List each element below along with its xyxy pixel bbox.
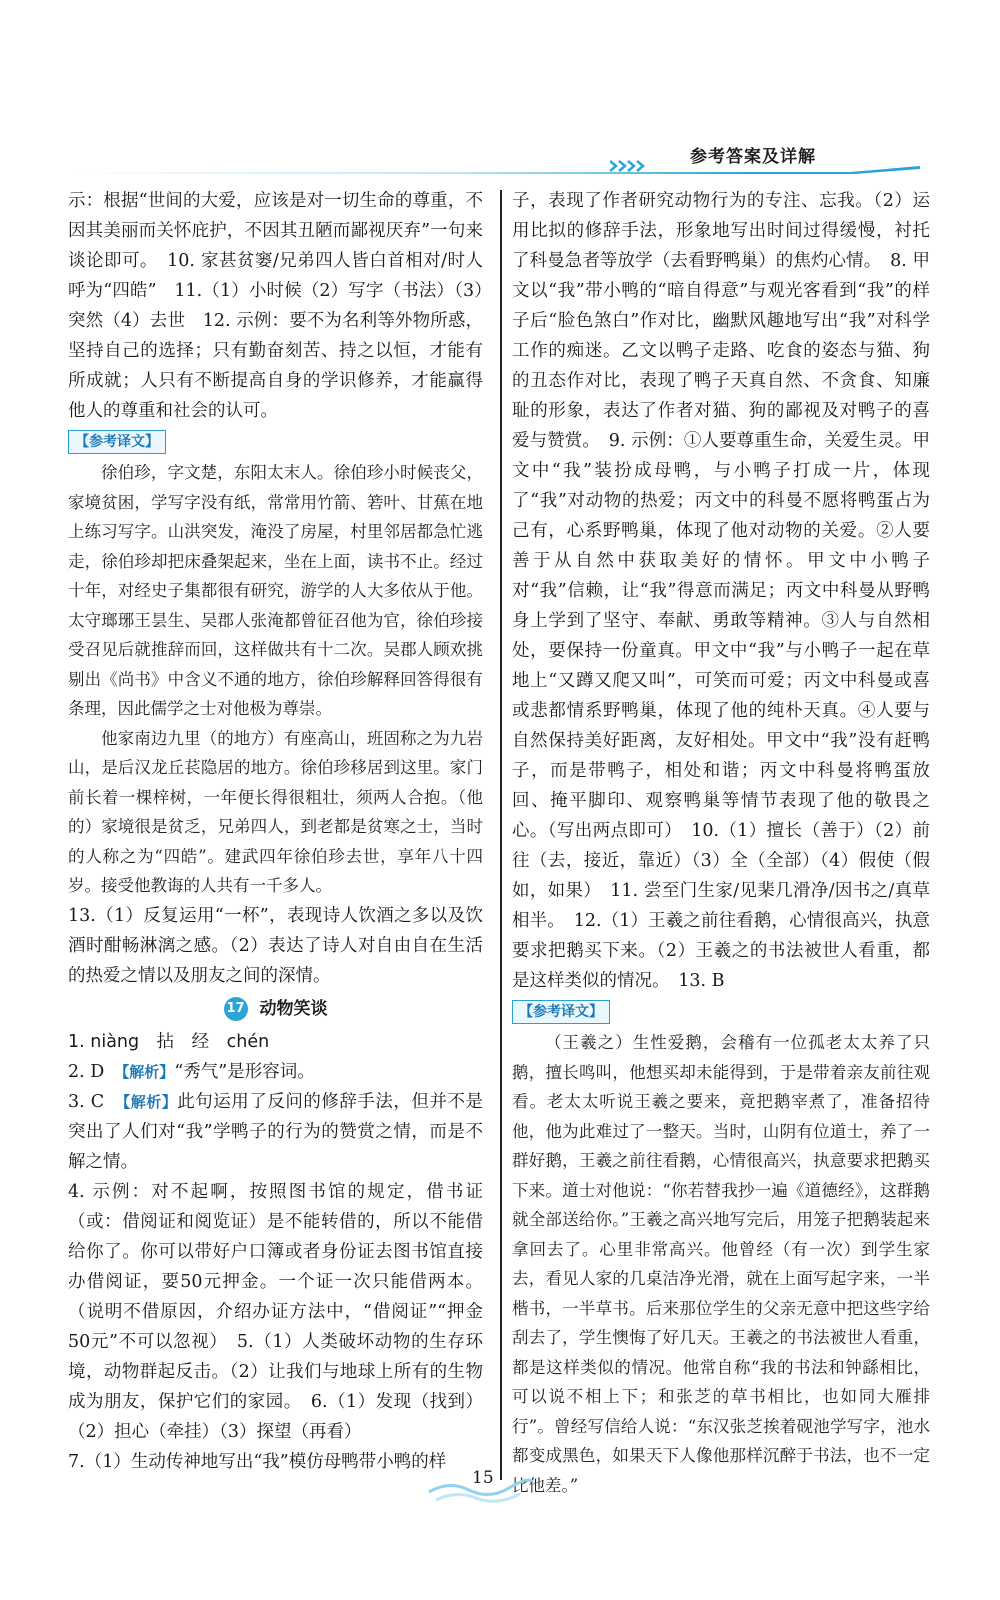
reference-translation-tag: 【参考译文】 bbox=[68, 430, 166, 454]
reference-translation-tag: 【参考译文】 bbox=[512, 1000, 610, 1024]
section-title: 动物笑谈 bbox=[259, 998, 328, 1019]
translation-paragraph-2: 他家南边九里（的地方）有座高山，班固称之为九岩山，是后汉龙丘苌隐居的地方。徐伯珍移居到这里。家门前长着一棵梓树，一年便长得很粗壮，须两人合抱。（他的）家境很是贫乏，兄弟四人，到老都是贫寒之士，当时的人称之为“四皓”。建武四年徐伯珍去世，享年八十四岁。接受他教诲的人共有一千多人。 bbox=[68, 728, 483, 895]
page-number-ornament bbox=[424, 1462, 534, 1510]
answer-3 bbox=[68, 1087, 483, 1177]
answer-3-choice: 3. C bbox=[68, 1091, 123, 1112]
analysis-tag: 【解析】 bbox=[121, 1062, 175, 1081]
answer-7-start: 7.（1）生动传神地写出“我”模仿母鸭带小鸭的样 bbox=[68, 1451, 447, 1472]
left-column bbox=[68, 186, 483, 1477]
section-heading bbox=[68, 994, 483, 1024]
header-decorative-bar bbox=[70, 166, 920, 174]
answer-2 bbox=[68, 1057, 483, 1087]
answer-2-choice: 2. D bbox=[68, 1061, 122, 1082]
page-header-title: 参考答案及详解 bbox=[690, 147, 816, 167]
right-column bbox=[512, 186, 930, 1500]
section-number-badge: 17 bbox=[224, 997, 248, 1021]
analysis-tag: 【解析】 bbox=[122, 1092, 178, 1111]
answer-2-analysis: “秀气”是形容词。 bbox=[174, 1061, 315, 1082]
translation-paragraph-1: 徐伯珍，字文楚，东阳太末人。徐伯珍小时候丧父，家境贫困，学写字没有纸，常常用竹箭、箬叶、甘蕉在地上练习写字。山洪突发，淹没了房屋，村里邻居都急忙逃走，徐伯珍却把床叠架起来，坐在上面，读书不止。经过十年，对经史子集都很有研究，游学的人大多依从于他。太守瑯琊王昙生、吴郡人张淹都曾征召他为官，徐伯珍接受召见后就推辞而回，这样做共有十二次。吴郡人顾欢挑剔出《尚书》中含义不通的地方，徐伯珍解释回答得很有条理，因此儒学之士对他极为尊崇。 bbox=[68, 463, 483, 718]
answer-block-10-12: 示：根据“世间的大爱，应该是对一切生命的尊重，不因其美丽而关怀庇护，不因其丑陋而鄙视厌弃”一句来谈论即可。 10. 家甚贫窭/兄弟四人皆白首相对/时人呼为“四皓” 11.（1）小时候（2）写字（书法）（3）突然（4）去世 12. 示例：要不为名利等外物所惑，坚持自己的选择；只有勤奋刻苦、持之以恒，才能有所成就；人只有不断提高自身的学识修养，才能赢得他人的尊重和社会的认可。 bbox=[68, 191, 483, 421]
translation-paragraph-wangxizhi: （王羲之）生性爱鹅，会稽有一位孤老太太养了只鹅，擅长鸣叫，他想买却未能得到，于是带着亲友前往观看。老太太听说王羲之要来，竟把鹅宰煮了，准备招待他，他为此难过了一整天。当时，山阴有位道士，养了一群好鹅，王羲之前往看鹅，心情很高兴，执意要求把鹅买下来。道士对他说：“你若替我抄一遍《道德经》，这群鹅就全部送给你。”王羲之高兴地写完后，用笼子把鹅装起来拿回去了。心里非常高兴。他曾经（有一次）到学生家去，看见人家的几桌洁净光滑，就在上面写起字来，一半楷书，一半草书。后来那位学生的父亲无意中把这些字给刮去了，学生懊悔了好几天。王羲之的书法被世人看重，都是这样类似的情况。他常自称“我的书法和钟繇相比，可以说不相上下；和张芝的草书相比，也如同大雁排行”。曾经写信给人说：“东汉张芝挨着砚池学写字，池水都变成黑色，如果天下人像他那样沉醉于书法，也不一定比他差。” bbox=[512, 1033, 930, 1495]
page-number: 15 bbox=[472, 1468, 494, 1488]
answer-1: 1. niàng 拈 经 chén bbox=[68, 1031, 270, 1052]
answer-block-7-13: 子，表现了作者研究动物行为的专注、忘我。（2）运用比拟的修辞手法，形象地写出时间过得缓慢，衬托了科曼急者等放学（去看野鸭巢）的焦灼心情。 8. 甲文以“我”带小鸭的“暗自得意”与观光客看到“我”的样子后“脸色煞白”作对比，幽默风趣地写出“我”对科学工作的痴迷。乙文以鸭子走路、吃食的姿态与猫、狗的丑态作对比，表现了鸭子天真自然、不贪食、知廉耻的形象，表达了作者对猫、狗的鄙视及对鸭子的喜爱与赞赏。 9. 示例：①人要尊重生命，关爱生灵。甲文中“我”装扮成母鸭，与小鸭子打成一片，体现了“我”对动物的热爱；丙文中的科曼不愿将鸭蛋占为己有，心系野鸭巢，体现了他对动物的关爱。②人要善于从自然中获取美好的情怀。甲文中小鸭子对“我”信赖，让“我”得意而满足；丙文中科曼从野鸭身上学到了坚守、奉献、勇敢等精神。③人与自然相处，要保持一份童真。甲文中“我”与小鸭子一起在草地上“又蹲又爬又叫”，可笑而可爱；丙文中科曼或喜或悲都情系野鸭巢，体现了他的纯朴天真。④人要与自然保持美好距离，友好相处。甲文中“我”没有赶鸭子，而是带鸭子，相处和谐；丙文中科曼将鸭蛋放回、掩平脚印、观察鸭巢等情节表现了他的敬畏之心。（写出两点即可） 10.（1）擅长（善于）（2）前往（去，接近，靠近）（3）全（全部）（4）假使（假如，如果） 11. 尝至门生家/见棐几滑净/因书之/真草相半。 12.（1）王羲之前往看鹅，心情很高兴，执意要求把鹅买下来。（2）王羲之的书法被世人看重，都是这样类似的情况。 13. B bbox=[512, 191, 930, 991]
column-divider bbox=[500, 190, 502, 1480]
answer-4-6: 4. 示例：对不起啊，按照图书馆的规定，借书证（或：借阅证和阅览证）是不能转借的，所以不能借给你了。你可以带好户口簿或者身份证去图书馆直接办借阅证，要50元押金。一个证一次只能借两本。（说明不借原因，介绍办证方法中，“借阅证”“押金50元”不可以忽视） 5.（1）人类破坏动物的生存环境，动物群起反击。（2）让我们与地球上所有的生物成为朋友，保护它们的家园。 6.（1）发现（找到）（2）担心（牵挂）（3）探望（再看） bbox=[68, 1181, 483, 1442]
answer-13: 13.（1）反复运用“一杯”，表现诗人饮酒之多以及饮酒时酣畅淋漓之感。（2）表达了诗人对自由自在生活的热爱之情以及朋友之间的深情。 bbox=[68, 905, 483, 986]
answer-3-analysis: 此句运用了反问的修辞手法，但并不是突出了人们对“我”学鸭子的行为的赞赏之情，而是不解之情。 bbox=[68, 1091, 483, 1172]
